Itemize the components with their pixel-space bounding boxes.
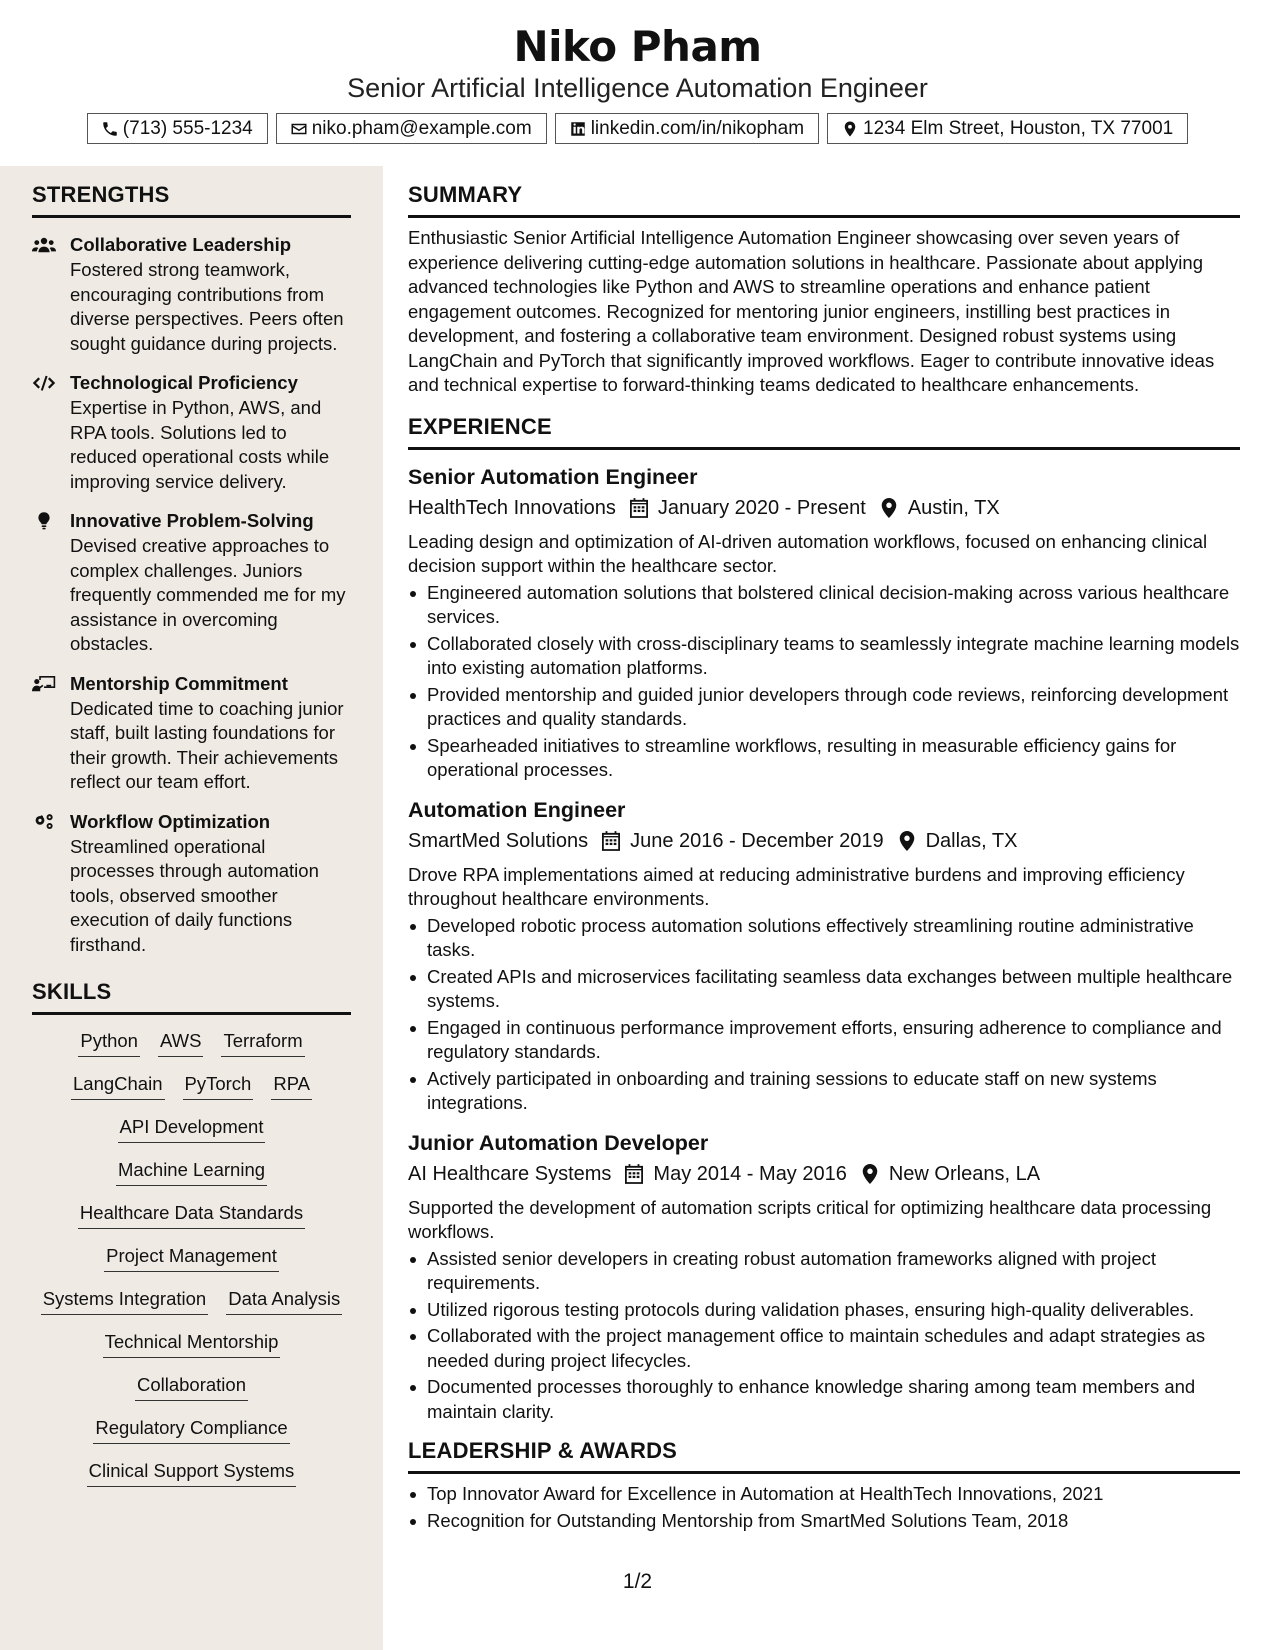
skill-tag: Collaboration	[135, 1371, 248, 1401]
skill-tag: Terraform	[221, 1027, 304, 1057]
bullet-item: Utilized rigorous testing protocols during validation phases, ensuring high-quality deliverables.	[408, 1298, 1240, 1323]
skill-tag: LangChain	[71, 1070, 165, 1100]
summary-heading: SUMMARY	[408, 182, 523, 207]
users-icon	[32, 232, 70, 356]
code-icon	[32, 370, 70, 494]
job-description: Supported the development of automation scripts critical for optimizing healthcare data processing workflows.	[408, 1196, 1212, 1242]
candidate-title: Senior Artificial Intelligence Automation Engineer	[347, 73, 928, 103]
strength-desc: Dedicated time to coaching junior staff, built lasting foundations for their growth. Their achievements reflect our team effort.	[70, 697, 344, 792]
experience-heading: EXPERIENCE	[408, 413, 552, 439]
email-text: niko.pham@example.com	[311, 117, 532, 139]
skill-tag: Data Analysis	[226, 1285, 342, 1315]
strength-desc: Streamlined operational processes through automation tools, observed smoother execution of daily functions firsthand.	[70, 835, 319, 955]
job-location: Dallas, TX	[925, 829, 1018, 852]
job-company: SmartMed Solutions	[408, 829, 589, 852]
job-company: AI Healthcare Systems	[408, 1162, 612, 1185]
contact-phone	[87, 113, 268, 144]
contact-bar	[0, 113, 1275, 144]
job-entry	[408, 795, 1240, 1116]
strength-name: Mentorship Commitment	[70, 672, 288, 694]
chalkboard-teacher-icon	[32, 671, 70, 795]
strength-desc: Devised creative approaches to complex challenges. Juniors frequently commended me for my assistance in overcoming obstacles.	[70, 535, 346, 654]
linkedin-text: linkedin.com/in/nikopham	[590, 117, 805, 139]
job-location: New Orleans, LA	[888, 1162, 1041, 1185]
section-divider	[408, 1471, 1240, 1474]
resume-header	[0, 0, 1275, 160]
contact-address	[827, 113, 1188, 144]
skills-list	[32, 1027, 351, 1487]
calendar-icon	[625, 1164, 643, 1184]
summary-text: Enthusiastic Senior Artificial Intelligence Automation Engineer showcasing over seven years of experience delivering cutting-edge automation solutions in healthcare. Passionate about applying advanced technologies like Python and AWS to streamline operations and enhance patient engagement outcomes. Recognized for mentoring junior engineers, instilling best practices in development, and fostering a collaborative team environment. Designed robust systems using LangChain and PyTorch that significantly improved workflows. Eager to contribute innovative ideas and technical expertise to forward-thinking teams dedicated to healthcare enhancements.	[408, 227, 1215, 395]
skill-tag: Healthcare Data Standards	[78, 1199, 305, 1229]
skill-tag: AWS	[158, 1027, 203, 1057]
lightbulb-icon	[32, 508, 70, 657]
strength-item	[32, 370, 351, 494]
job-entry	[408, 1128, 1240, 1425]
job-entry	[408, 462, 1240, 783]
skill-tag: PyTorch	[183, 1070, 254, 1100]
bullet-item: Assisted senior developers in creating robust automation frameworks aligned with project requirements.	[408, 1247, 1240, 1296]
bullet-item: Provided mentorship and guided junior developers through code reviews, reinforcing development practices and quality standards.	[408, 683, 1240, 732]
map-pin-icon	[898, 831, 916, 851]
bullet-item: Developed robotic process automation solutions effectively streamlining routine administrative tasks.	[408, 914, 1240, 963]
strength-desc: Fostered strong teamwork, encouraging contributions from diverse perspectives. Peers often sought guidance during projects.	[70, 259, 344, 354]
awards-heading: LEADERSHIP & AWARDS	[408, 1438, 678, 1463]
job-company: HealthTech Innovations	[408, 496, 616, 519]
linkedin-icon	[568, 119, 588, 139]
bullet-item: Spearheaded initiatives to streamline workflows, resulting in measurable efficiency gains for operational processes.	[408, 734, 1240, 783]
strength-item	[32, 809, 351, 958]
phone-icon	[100, 119, 120, 139]
job-dates: January 2020 - Present	[657, 496, 866, 519]
skill-tag: Technical Mentorship	[103, 1328, 281, 1358]
contact-linkedin	[555, 113, 819, 144]
job-description: Drove RPA implementations aimed at reducing administrative burdens and improving efficiency throughout healthcare environments.	[408, 863, 1185, 909]
job-title: Automation Engineer	[408, 797, 626, 822]
job-meta	[408, 1159, 1240, 1189]
section-divider	[32, 1012, 351, 1015]
bullet-item: Actively participated in onboarding and training sessions to educate staff on new systems integrations.	[408, 1067, 1240, 1116]
job-meta	[408, 826, 1240, 856]
candidate-name: Niko Pham	[513, 22, 762, 71]
job-meta	[408, 493, 1240, 523]
job-bullets	[408, 1247, 1240, 1425]
skill-tag: API Development	[118, 1113, 266, 1143]
bullet-item: Engaged in continuous performance improvement efforts, ensuring adherence to compliance and regulatory standards.	[408, 1016, 1240, 1065]
bullet-item: Documented processes thoroughly to enhance knowledge sharing among team members and maintain clarity.	[408, 1375, 1240, 1424]
section-divider	[408, 215, 1240, 218]
strength-desc: Expertise in Python, AWS, and RPA tools. Solutions led to reduced operational costs while improving service delivery.	[70, 397, 330, 492]
award-item: Recognition for Outstanding Mentorship from SmartMed Solutions Team, 2018	[408, 1509, 1240, 1534]
map-pin-icon	[840, 119, 860, 139]
address-text: 1234 Elm Street, Houston, TX 77001	[863, 117, 1174, 139]
calendar-icon	[602, 831, 620, 851]
strengths-heading: STRENGTHS	[32, 182, 170, 207]
bullet-item: Collaborated with the project management office to maintain schedules and adapt strategies as needed during project lifecycles.	[408, 1324, 1240, 1373]
skill-tag: Python	[78, 1027, 140, 1057]
strength-name: Technological Proficiency	[70, 372, 298, 393]
job-bullets	[408, 914, 1240, 1116]
cogs-icon	[32, 809, 70, 958]
job-bullets	[408, 581, 1240, 783]
skill-tag: Clinical Support Systems	[87, 1457, 297, 1487]
job-dates: May 2014 - May 2016	[653, 1162, 847, 1185]
strength-name: Workflow Optimization	[70, 810, 271, 832]
award-item: Top Innovator Award for Excellence in Automation at HealthTech Innovations, 2021	[408, 1482, 1240, 1507]
skill-tag: Systems Integration	[41, 1285, 209, 1315]
map-pin-icon	[880, 498, 898, 518]
bullet-item: Collaborated closely with cross-disciplinary teams to seamlessly integrate machine learning models into existing automation platforms.	[408, 632, 1240, 681]
contact-email	[276, 113, 547, 144]
skill-tag: Machine Learning	[116, 1156, 267, 1186]
awards-list	[408, 1482, 1240, 1533]
section-divider	[32, 215, 351, 218]
section-divider	[408, 447, 1240, 450]
strength-item	[32, 508, 351, 657]
job-title: Senior Automation Engineer	[408, 464, 698, 489]
skills-heading: SKILLS	[32, 979, 112, 1004]
job-description: Leading design and optimization of AI-driven automation workflows, focused on enhancing clinical decision support within the healthcare sector.	[408, 530, 1208, 576]
phone-text: (713) 555-1234	[122, 117, 253, 139]
map-pin-icon	[861, 1164, 879, 1184]
envelope-icon	[289, 119, 309, 139]
sidebar	[0, 166, 383, 1650]
calendar-icon	[630, 498, 648, 518]
strength-item	[32, 671, 351, 795]
job-dates: June 2016 - December 2019	[630, 829, 884, 852]
strength-item	[32, 232, 351, 356]
skill-tag: Project Management	[104, 1242, 279, 1272]
main-column	[408, 166, 1240, 1535]
bullet-item: Created APIs and microservices facilitating seamless data exchanges between multiple healthcare systems.	[408, 965, 1240, 1014]
bullet-item: Engineered automation solutions that bolstered clinical decision-making across various healthcare services.	[408, 581, 1240, 630]
job-location: Austin, TX	[907, 496, 1000, 519]
strength-name: Collaborative Leadership	[70, 234, 292, 255]
skill-tag: Regulatory Compliance	[93, 1414, 289, 1444]
strength-name: Innovative Problem-Solving	[70, 510, 314, 531]
skill-tag: RPA	[271, 1070, 312, 1100]
job-title: Junior Automation Developer	[408, 1130, 709, 1155]
page-number: 1/2	[622, 1570, 653, 1593]
